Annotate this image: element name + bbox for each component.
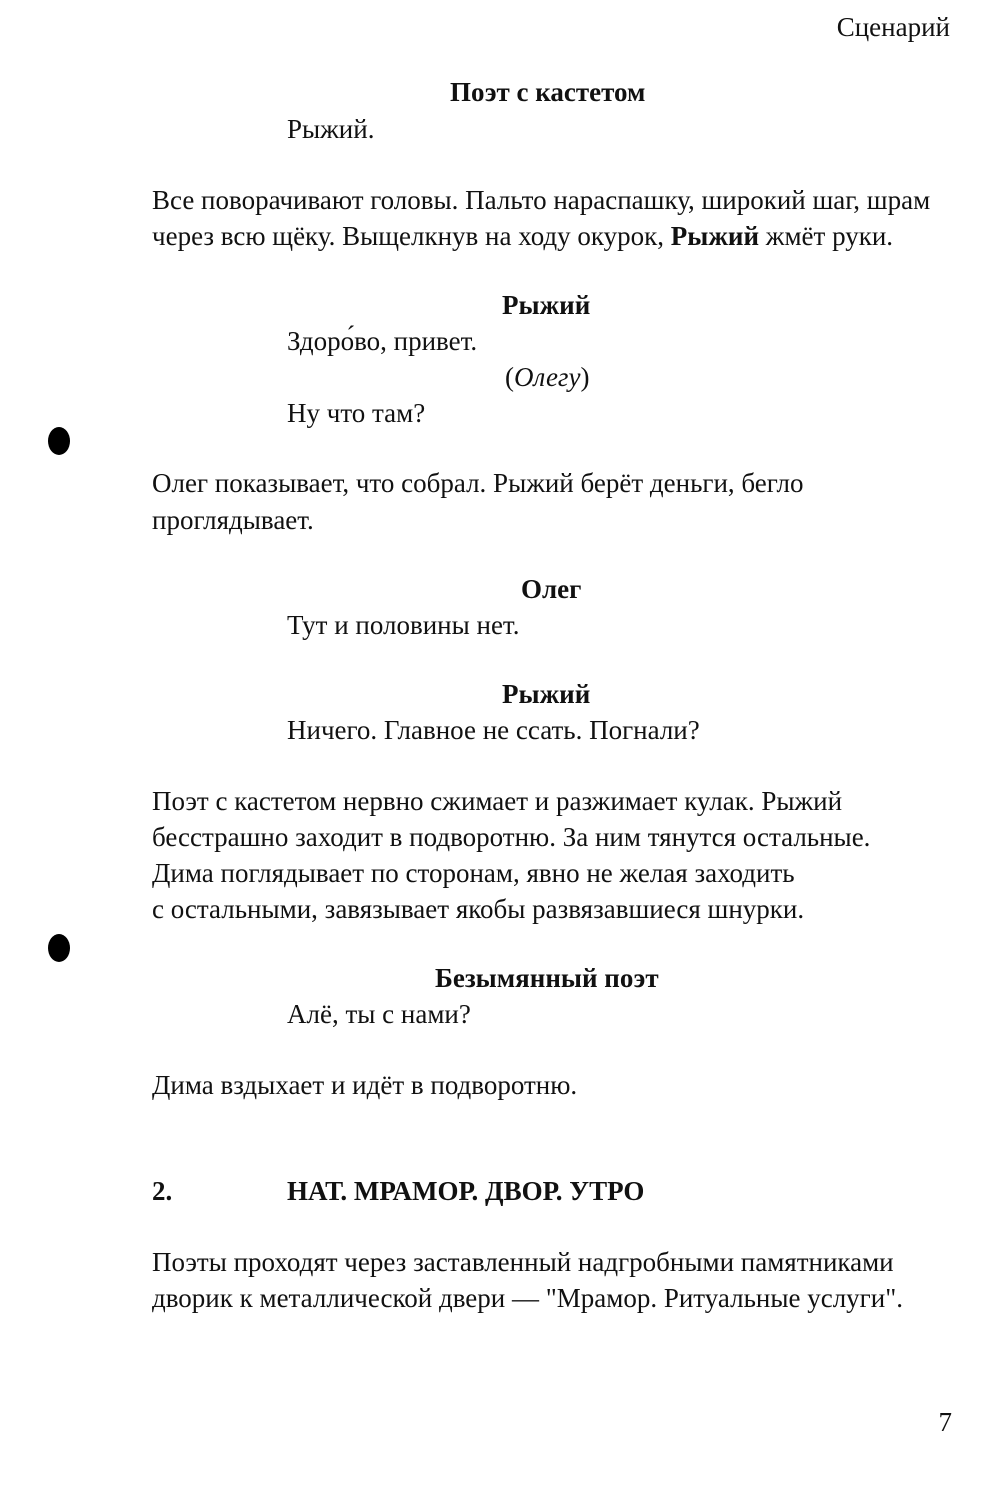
character-name: Рыжий [502, 290, 591, 320]
action-line: дворик к металлической двери — "Мрамор. Ритуальные услуги". [152, 1283, 903, 1313]
scene-number: 2. [152, 1176, 173, 1206]
parenthetical-close: ) [580, 362, 590, 392]
action-line: Поэт с кастетом нервно сжимает и разжимает кулак. Рыжий [152, 786, 843, 816]
action-text: жмёт руки. [759, 221, 894, 251]
action-line: Олег показывает, что собрал. Рыжий берёт деньги, бегло [152, 468, 804, 498]
dialogue-line: Рыжий. [287, 114, 375, 144]
action-line: Дима поглядывает по сторонам, явно не желая заходить [152, 858, 795, 888]
action-line: Все поворачивают головы. Пальто нараспашку, широкий шаг, шрам [152, 185, 931, 215]
action-line: Дима вздыхает и идёт в подворотню. [152, 1070, 578, 1100]
parenthetical-open: ( [505, 362, 514, 392]
parenthetical-text: Олегу [514, 362, 581, 392]
page-number: 7 [938, 1407, 952, 1437]
binder-hole [48, 934, 70, 962]
action-line: проглядывает. [152, 505, 314, 535]
parenthetical [505, 360, 589, 395]
action-text: через всю щёку. Выщелкнув на ходу окурок, [152, 221, 671, 251]
dialogue-line: Здоро́во, привет. [287, 326, 478, 356]
dialogue-line: Алё, ты с нами? [287, 999, 471, 1029]
binder-hole [48, 427, 70, 455]
action-line: Поэты проходят через заставленный надгробными памятниками [152, 1247, 894, 1277]
action-line: бесстрашно заходит в подворотню. За ним тянутся остальные. [152, 822, 871, 852]
dialogue-line: Ничего. Главное не ссать. Погнали? [287, 715, 700, 745]
action-line [152, 219, 893, 254]
dialogue-line: Тут и половины нет. [287, 610, 520, 640]
running-title: Сценарий [836, 12, 950, 42]
character-name: Безымянный поэт [435, 963, 659, 993]
character-mention: Рыжий [670, 221, 760, 251]
action-line: с остальными, завязывает якобы развязавшиеся шнурки. [152, 894, 805, 924]
scene-heading: НАТ. МРАМОР. ДВОР. УТРО [287, 1176, 645, 1206]
dialogue-line: Ну что там? [287, 398, 426, 428]
character-name: Поэт с кастетом [450, 77, 646, 107]
character-name: Рыжий [502, 679, 591, 709]
character-name: Олег [521, 574, 582, 604]
